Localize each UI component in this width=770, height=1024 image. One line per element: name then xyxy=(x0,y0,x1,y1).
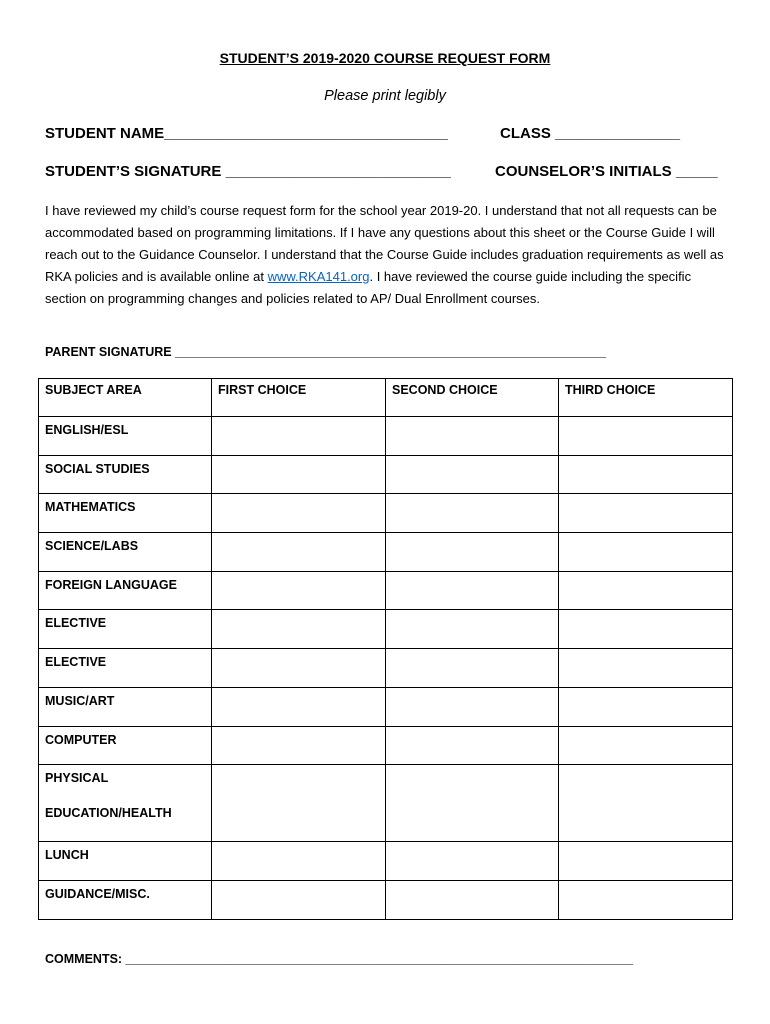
acknowledgement-paragraph xyxy=(45,200,730,310)
rka-website-link[interactable]: www.RKA141.org xyxy=(267,269,370,284)
second-choice-cell[interactable] xyxy=(386,610,559,649)
second-choice-cell[interactable] xyxy=(386,842,559,881)
counselor-initials-field[interactable]: COUNSELOR’S INITIALS _____ xyxy=(495,163,718,180)
first-choice-cell[interactable] xyxy=(212,649,386,688)
form-title: STUDENT’S 2019-2020 COURSE REQUEST FORM xyxy=(219,50,551,66)
subject-cell: FOREIGN LANGUAGE xyxy=(39,571,212,610)
first-choice-cell[interactable] xyxy=(212,765,386,842)
table-row xyxy=(39,880,733,919)
table-row xyxy=(39,726,733,765)
third-choice-cell[interactable] xyxy=(559,726,733,765)
subject-cell: ELECTIVE xyxy=(39,610,212,649)
third-choice-cell[interactable] xyxy=(559,687,733,726)
form-subtitle: Please print legibly xyxy=(324,88,446,104)
subject-cell: LUNCH xyxy=(39,842,212,881)
second-choice-cell[interactable] xyxy=(386,649,559,688)
third-choice-cell[interactable] xyxy=(559,494,733,533)
paragraph-text-2: . I have reviewed the course guide including the specific section on programming changes and policies related to AP/ Dual Enrollment courses. xyxy=(45,269,692,306)
header-subject-area: SUBJECT AREA xyxy=(39,379,212,417)
third-choice-cell[interactable] xyxy=(559,455,733,494)
third-choice-cell[interactable] xyxy=(559,417,733,456)
table-row xyxy=(39,571,733,610)
first-choice-cell[interactable] xyxy=(212,571,386,610)
table-row xyxy=(39,455,733,494)
first-choice-cell[interactable] xyxy=(212,842,386,881)
first-choice-cell[interactable] xyxy=(212,726,386,765)
subject-cell: MATHEMATICS xyxy=(39,494,212,533)
second-choice-cell[interactable] xyxy=(386,726,559,765)
third-choice-cell[interactable] xyxy=(559,533,733,572)
subject-label-line-1: PHYSICAL xyxy=(45,771,109,786)
table-row xyxy=(39,687,733,726)
subject-cell: SOCIAL STUDIES xyxy=(39,455,212,494)
course-choice-table xyxy=(38,378,733,920)
table-row xyxy=(39,610,733,649)
header-second-choice: SECOND CHOICE xyxy=(386,379,559,417)
second-choice-cell[interactable] xyxy=(386,533,559,572)
student-signature-field[interactable]: STUDENT’S SIGNATURE ___________________________ xyxy=(45,163,451,180)
header-first-choice: FIRST CHOICE xyxy=(212,379,386,417)
first-choice-cell[interactable] xyxy=(212,610,386,649)
subject-cell: MUSIC/ART xyxy=(39,687,212,726)
second-choice-cell[interactable] xyxy=(386,880,559,919)
table-row xyxy=(39,842,733,881)
table-row xyxy=(39,533,733,572)
subject-cell: ENGLISH/ESL xyxy=(39,417,212,456)
first-choice-cell[interactable] xyxy=(212,417,386,456)
third-choice-cell[interactable] xyxy=(559,649,733,688)
first-choice-cell[interactable] xyxy=(212,687,386,726)
second-choice-cell[interactable] xyxy=(386,571,559,610)
third-choice-cell[interactable] xyxy=(559,842,733,881)
second-choice-cell[interactable] xyxy=(386,494,559,533)
subject-label-line-2: EDUCATION/HEALTH xyxy=(45,806,172,821)
second-choice-cell[interactable] xyxy=(386,765,559,842)
first-choice-cell[interactable] xyxy=(212,880,386,919)
third-choice-cell[interactable] xyxy=(559,765,733,842)
student-name-field[interactable]: STUDENT NAME__________________________________ xyxy=(45,125,448,142)
parent-signature-field[interactable]: PARENT SIGNATURE ______________________________________________________________ xyxy=(45,345,607,359)
table-row xyxy=(39,765,733,842)
table-row xyxy=(39,417,733,456)
third-choice-cell[interactable] xyxy=(559,610,733,649)
third-choice-cell[interactable] xyxy=(559,571,733,610)
first-choice-cell[interactable] xyxy=(212,455,386,494)
first-choice-cell[interactable] xyxy=(212,533,386,572)
table-row xyxy=(39,649,733,688)
header-third-choice: THIRD CHOICE xyxy=(559,379,733,417)
first-choice-cell[interactable] xyxy=(212,494,386,533)
second-choice-cell[interactable] xyxy=(386,417,559,456)
class-field[interactable]: CLASS _______________ xyxy=(500,125,681,142)
table-header-row xyxy=(39,379,733,417)
subject-cell xyxy=(39,765,212,842)
second-choice-cell[interactable] xyxy=(386,687,559,726)
paragraph-text-1: I have reviewed my child’s course request form for the school year 2019-20. I understand that not all requests can be accommodated based on programming limitations. If I have any questions about this sheet or the Course Guide I will reach out to the Guidance Counselor. I understand that the Course Guide includes graduation requirements as well as RKA policies and is available online at xyxy=(45,203,724,284)
comments-field[interactable]: COMMENTS: _________________________________________________________________________ xyxy=(45,952,634,966)
table-row xyxy=(39,494,733,533)
third-choice-cell[interactable] xyxy=(559,880,733,919)
subject-cell: ELECTIVE xyxy=(39,649,212,688)
subject-cell: GUIDANCE/MISC. xyxy=(39,880,212,919)
subject-cell: COMPUTER xyxy=(39,726,212,765)
subject-cell: SCIENCE/LABS xyxy=(39,533,212,572)
second-choice-cell[interactable] xyxy=(386,455,559,494)
